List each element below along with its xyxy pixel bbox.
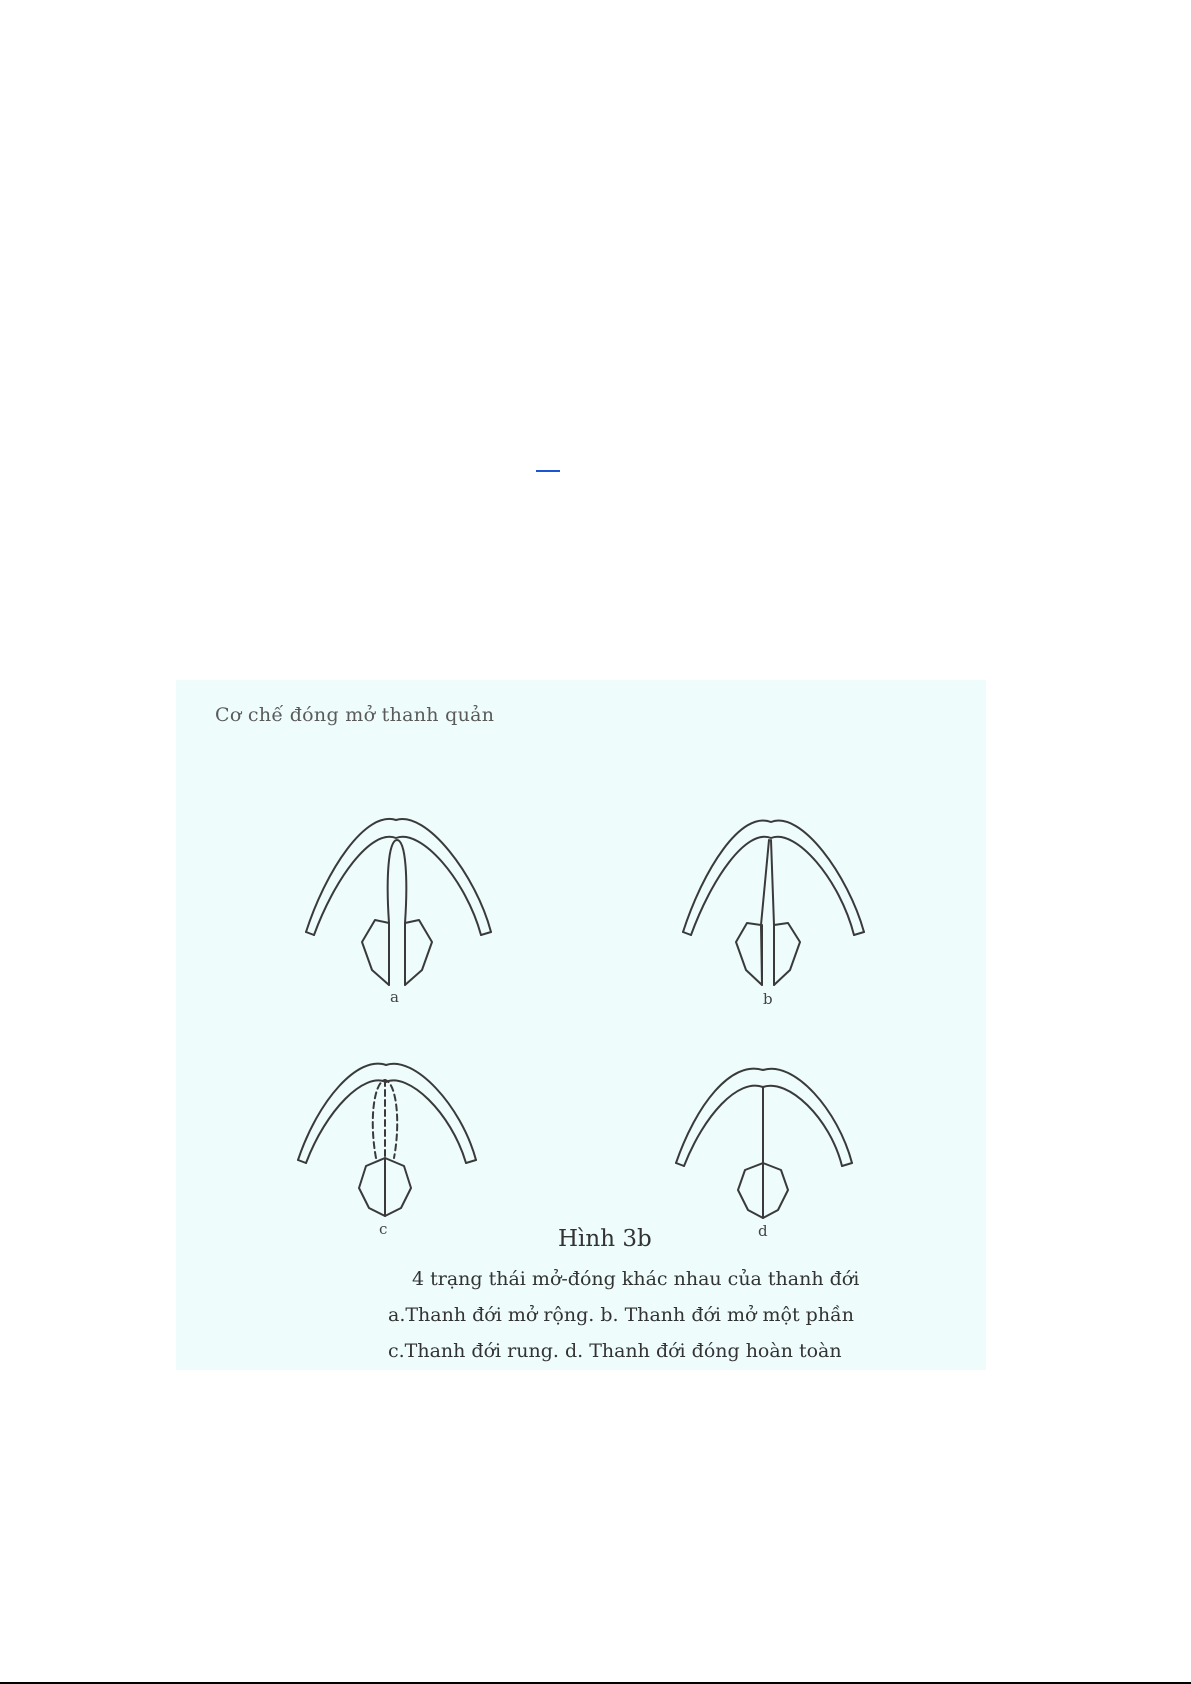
figure-description-line-1: 4 trạng thái mở-đóng khác nhau của thanh đới (412, 1268, 860, 1290)
panel-label-d: d (758, 1222, 768, 1240)
figure-vocal-folds (176, 680, 986, 1370)
figure-title: Hình 3b (558, 1226, 652, 1252)
panel-label-b: b (763, 990, 773, 1008)
panel-label-a: a (390, 988, 399, 1006)
panel-d-drawing (676, 1069, 852, 1218)
figure-description-line-2: a.Thanh đới mở rộng. b. Thanh đới mở một phần (388, 1304, 854, 1326)
figure-description-line-3: c.Thanh đới rung. d. Thanh đới đóng hoàn toàn (388, 1340, 842, 1362)
vocal-fold-diagrams (176, 680, 986, 1370)
panel-c-drawing (298, 1064, 476, 1216)
panel-label-c: c (379, 1220, 388, 1238)
panel-a-drawing (306, 819, 491, 985)
panel-b-drawing (683, 820, 864, 985)
figure-top-caption: Cơ chế đóng mở thanh quản (215, 704, 495, 726)
hyperlink-underline[interactable] (536, 470, 560, 472)
